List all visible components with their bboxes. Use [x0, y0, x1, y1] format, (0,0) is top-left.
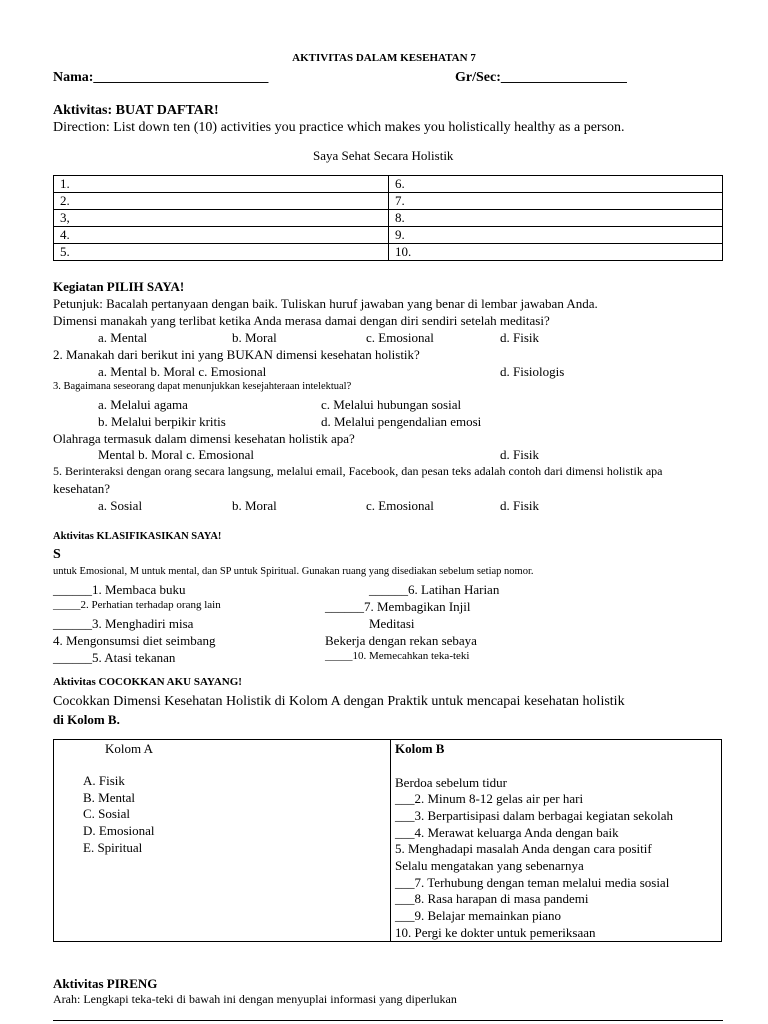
- classify-item-3[interactable]: ______3. Menghadiri misa: [53, 616, 194, 631]
- classify-item-5[interactable]: ______5. Atasi tekanan: [53, 650, 176, 665]
- q3-option-b: b. Melalui berpikir kritis: [98, 414, 226, 429]
- puzzle-box-top-border: [53, 1020, 723, 1021]
- table-cell[interactable]: 5.: [54, 244, 389, 261]
- q5-option-b: b. Moral: [232, 498, 277, 513]
- activity5-instruction: Arah: Lengkapi teka-teki di bawah ini dengan menyuplai informasi yang diperlukan: [53, 992, 457, 1006]
- activity2-heading: Kegiatan PILIH SAYA!: [53, 279, 185, 294]
- column-b-item[interactable]: Selalu mengatakan yang sebenarnya: [395, 858, 584, 873]
- table-cell[interactable]: 2.: [54, 193, 389, 210]
- question-4: Olahraga termasuk dalam dimensi kesehatan holistik apa?: [53, 431, 355, 446]
- classify-item-8[interactable]: Meditasi: [369, 616, 415, 631]
- q1-option-b: b. Moral: [232, 330, 277, 345]
- q5-option-a: a. Sosial: [98, 498, 143, 513]
- column-a-item: A. Fisik: [83, 773, 125, 788]
- column-b-item[interactable]: ___7. Terhubung dengan teman melalui media sosial: [395, 875, 670, 890]
- q2-options-abc: a. Mental b. Moral c. Emosional: [98, 364, 267, 379]
- question-5: 5. Berinteraksi dengan orang secara langsung, melalui email, Facebook, dan pesan teks adalah contoh dari dimensi holistik apa: [53, 464, 663, 478]
- column-b-item[interactable]: Berdoa sebelum tidur: [395, 775, 507, 790]
- q1-option-a: a. Mental: [98, 330, 148, 345]
- column-b-title: Kolom B: [395, 741, 445, 756]
- q3-option-a: a. Melalui agama: [98, 397, 188, 412]
- activity3-s-label: S: [53, 547, 61, 562]
- q1-option-d: d. Fisik: [500, 330, 540, 345]
- activity5-heading: Aktivitas PIRENG: [53, 976, 158, 991]
- table-cell[interactable]: 4.: [54, 227, 389, 244]
- table-row: [54, 210, 723, 227]
- activity3-heading: Aktivitas KLASIFIKASIKAN SAYA!: [53, 531, 222, 542]
- classify-item-10[interactable]: _____10. Memecahkan teka-teki: [325, 650, 470, 662]
- q4-option-d: d. Fisik: [500, 447, 540, 462]
- table-cell[interactable]: 7.: [389, 193, 723, 210]
- column-a-item: B. Mental: [83, 790, 135, 805]
- classify-item-2[interactable]: _____2. Perhatian terhadap orang lain: [53, 599, 221, 611]
- classify-item-9[interactable]: Bekerja dengan rekan sebaya: [325, 633, 477, 648]
- classify-item-4[interactable]: 4. Mengonsumsi diet seimbang: [53, 633, 216, 648]
- column-a-title: Kolom A: [105, 741, 154, 756]
- activity4-heading: Aktivitas COCOKKAN AKU SAYANG!: [53, 676, 242, 688]
- column-b-item[interactable]: ___8. Rasa harapan di masa pandemi: [395, 891, 589, 906]
- column-a-item: E. Spiritual: [83, 840, 143, 855]
- column-b-item[interactable]: ___4. Merawat keluarga Anda dengan baik: [395, 825, 619, 840]
- classify-item-1[interactable]: ______1. Membaca buku: [53, 582, 186, 597]
- activity4-instruction-cont: di Kolom B.: [53, 712, 120, 727]
- activity1-table-title: Saya Sehat Secara Holistik: [313, 148, 454, 163]
- q2-option-d: d. Fisiologis: [500, 364, 565, 379]
- column-a-item: D. Emosional: [83, 823, 155, 838]
- table-row: [54, 227, 723, 244]
- question-1: Dimensi manakah yang terlibat ketika Anda merasa damai dengan diri sendiri setelah meditasi?: [53, 313, 550, 328]
- table-row: [54, 244, 723, 261]
- q4-options-abc: Mental b. Moral c. Emosional: [98, 447, 254, 462]
- table-row: [54, 176, 723, 193]
- table-cell[interactable]: 9.: [389, 227, 723, 244]
- activity1-heading: Aktivitas: BUAT DAFTAR!: [53, 103, 219, 118]
- table-row: [54, 193, 723, 210]
- column-b-item[interactable]: 10. Pergi ke dokter untuk pemeriksaan: [395, 925, 596, 940]
- table-cell[interactable]: 8.: [389, 210, 723, 227]
- q3-option-d: d. Melalui pengendalian emosi: [321, 414, 482, 429]
- column-a-item: C. Sosial: [83, 806, 130, 821]
- q5-option-c: c. Emosional: [366, 498, 434, 513]
- column-b-item[interactable]: ___2. Minum 8-12 gelas air per hari: [395, 791, 584, 806]
- page-title: AKTIVITAS DALAM KESEHATAN 7: [292, 52, 476, 64]
- grade-section-field[interactable]: Gr/Sec:__________________: [455, 70, 627, 85]
- question-2: 2. Manakah dari berikut ini yang BUKAN dimensi kesehatan holistik?: [53, 347, 420, 362]
- table-cell[interactable]: 1.: [54, 176, 389, 193]
- activity1-direction: Direction: List down ten (10) activities you practice which makes you holistically healthy as a person.: [53, 120, 625, 135]
- name-field[interactable]: Nama:_________________________: [53, 70, 269, 85]
- activity2-instruction: Petunjuk: Bacalah pertanyaan dengan baik. Tuliskan huruf jawaban yang benar di lembar jawaban Anda.: [53, 296, 598, 311]
- classify-item-7[interactable]: ______7. Membagikan Injil: [325, 599, 471, 614]
- question-5-cont: kesehatan?: [53, 481, 111, 496]
- matching-table: [53, 739, 722, 942]
- activity3-instruction: untuk Emosional, M untuk mental, dan SP untuk Spiritual. Gunakan ruang yang disediakan sebelum setiap nomor.: [53, 566, 534, 577]
- activity4-instruction: Cocokkan Dimensi Kesehatan Holistik di Kolom A dengan Praktik untuk mencapai kesehatan holistik: [53, 694, 625, 709]
- table-cell[interactable]: 3,: [54, 210, 389, 227]
- q3-option-c: c. Melalui hubungan sosial: [321, 397, 462, 412]
- question-3: 3. Bagaimana seseorang dapat menunjukkan kesejahteraan intelektual?: [53, 381, 352, 392]
- column-b-item[interactable]: 5. Menghadapi masalah Anda dengan cara positif: [395, 841, 652, 856]
- activity1-list-table: [53, 175, 723, 261]
- column-b-item[interactable]: ___9. Belajar memainkan piano: [395, 908, 562, 923]
- q5-option-d: d. Fisik: [500, 498, 540, 513]
- table-cell[interactable]: 6.: [389, 176, 723, 193]
- column-b-item[interactable]: ___3. Berpartisipasi dalam berbagai kegiatan sekolah: [395, 808, 673, 823]
- classify-item-6[interactable]: ______6. Latihan Harian: [369, 582, 500, 597]
- q1-option-c: c. Emosional: [366, 330, 434, 345]
- table-cell[interactable]: 10.: [389, 244, 723, 261]
